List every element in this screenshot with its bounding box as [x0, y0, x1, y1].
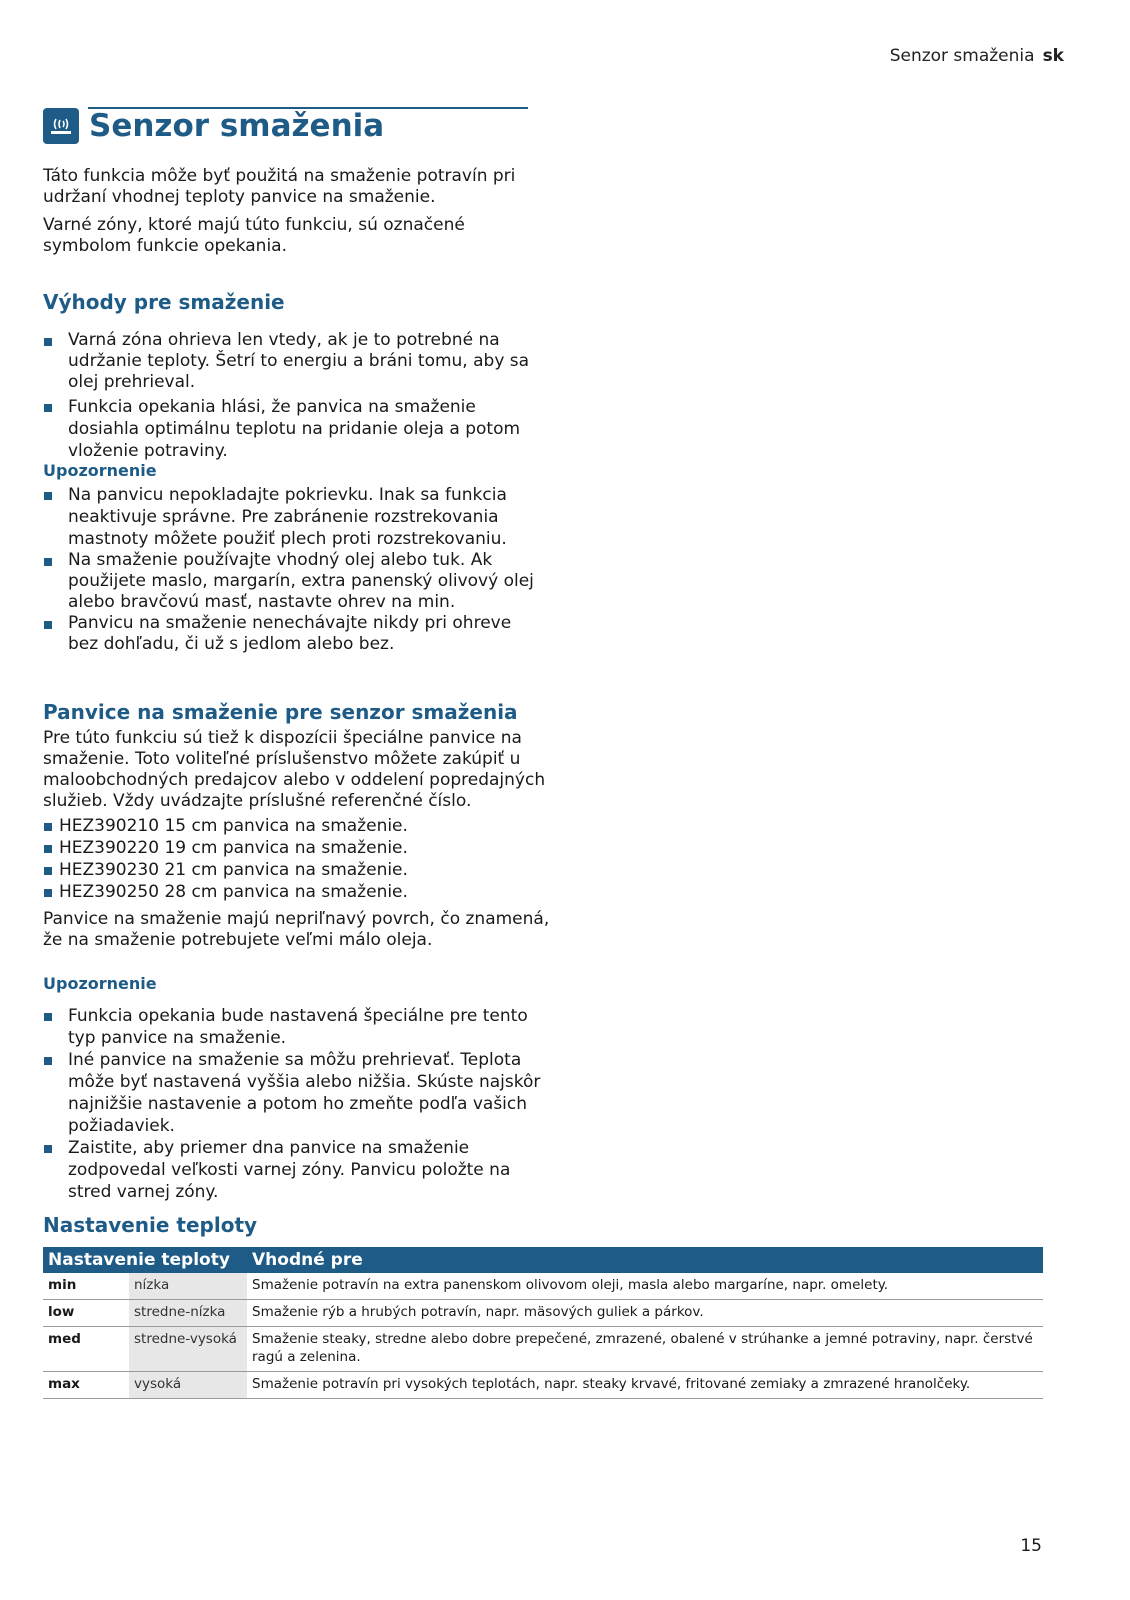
table-row	[43, 1372, 1043, 1399]
pans-paragraph-2: Panvice na smaženie majú nepriľnavý povrch, čo znamená, že na smaženie potrebujete veľmi málo oleja.	[43, 909, 550, 950]
temperature-section	[43, 1213, 1043, 1399]
advantages-section	[43, 290, 543, 462]
list-item: Funkcia opekania bude nastavená špeciálne pre tento typ panvice na smaženie.	[43, 1005, 543, 1049]
setting-use: Smaženie potravín pri vysokých teplotách, napr. steaky krvavé, fritované zemiaky a zmrazené hranolčeky.	[247, 1372, 1043, 1399]
advantages-list	[43, 330, 543, 462]
table-row	[43, 1273, 1043, 1300]
page-title-row	[43, 108, 384, 144]
table-row	[43, 1327, 1043, 1372]
setting-key: med	[43, 1327, 129, 1372]
advantages-heading: Výhody pre smaženie	[43, 290, 285, 314]
setting-level: stredne-vysoká	[129, 1327, 247, 1372]
list-item: Na smaženie používajte vhodný olej alebo tuk. Ak použijete maslo, margarín, extra panenský olivový olej alebo bravčovú masť, nastavte ohrev na min.	[43, 550, 543, 613]
temperature-heading: Nastavenie teploty	[43, 1213, 258, 1237]
pan-sensor-icon	[43, 108, 79, 144]
list-item: Iné panvice na smaženie sa môžu prehrievať. Teplota môže byť nastavená vyššia alebo nižšia. Skúste najskôr najnižšie nastavenie a potom ho zmeňte podľa vašich požiadaviek.	[43, 1049, 543, 1137]
table-header-use: Vhodné pre	[247, 1247, 1043, 1273]
note2-heading: Upozornenie	[43, 974, 157, 993]
pans-heading: Panvice na smaženie pre senzor smaženia	[43, 700, 518, 724]
note1-heading: Upozornenie	[43, 461, 157, 480]
note1-list	[43, 484, 543, 655]
running-header	[890, 46, 1064, 66]
pans-list	[43, 815, 553, 903]
page-number: 15	[1020, 1536, 1042, 1556]
intro-section	[43, 166, 543, 257]
table-header-row	[43, 1247, 1043, 1273]
table-header-setting: Nastavenie teploty	[43, 1247, 247, 1273]
list-item: Varná zóna ohrieva len vtedy, ak je to potrebné na udržanie teploty. Šetrí to energiu a bráni tomu, aby sa olej prehrieval.	[43, 330, 543, 393]
pans-section	[43, 700, 553, 951]
temperature-table	[43, 1247, 1043, 1399]
header-section-title: Senzor smaženia	[889, 46, 1035, 66]
header-language-code: sk	[1042, 46, 1064, 66]
list-item: HEZ390230 21 cm panvica na smaženie.	[43, 859, 553, 881]
setting-key: low	[43, 1300, 129, 1327]
list-item: Panvicu na smaženie nenechávajte nikdy pri ohreve bez dohľadu, či už s jedlom alebo bez.	[43, 613, 543, 655]
page-title: Senzor smaženia	[89, 108, 385, 144]
intro-paragraph-2: Varné zóny, ktoré majú túto funkciu, sú označené symbolom funkcie opekania.	[43, 215, 465, 256]
list-item: Zaistite, aby priemer dna panvice na smaženie zodpovedal veľkosti varnej zóny. Panvicu položte na stred varnej zóny.	[43, 1137, 543, 1203]
intro-paragraph-1: Táto funkcia môže byť použitá na smaženie potravín pri udržaní vhodnej teploty panvice na smaženie.	[43, 166, 516, 207]
note2-section	[43, 974, 543, 1203]
list-item: HEZ390220 19 cm panvica na smaženie.	[43, 837, 553, 859]
list-item: HEZ390250 28 cm panvica na smaženie.	[43, 881, 553, 903]
note2-list	[43, 1005, 543, 1203]
list-item: Na panvicu nepokladajte pokrievku. Inak sa funkcia neaktivuje správne. Pre zabránenie rozstrekovania mastnoty môžete použiť plech proti rozstrekovaniu.	[43, 484, 543, 550]
setting-level: stredne-nízka	[129, 1300, 247, 1327]
note1-section	[43, 461, 543, 655]
pans-paragraph: Pre túto funkciu sú tiež k dispozícii špeciálne panvice na smaženie. Toto voliteľné príslušenstvo môžete zakúpiť u maloobchodných predajcov alebo v oddelení popredajných služieb. Vždy uvádzajte príslušné referenčné číslo.	[43, 728, 546, 811]
setting-key: min	[43, 1273, 129, 1300]
setting-level: nízka	[129, 1273, 247, 1300]
list-item: HEZ390210 15 cm panvica na smaženie.	[43, 815, 553, 837]
list-item: Funkcia opekania hlási, že panvica na smaženie dosiahla optimálnu teplotu na pridanie oleja a potom vloženie potraviny.	[43, 396, 543, 462]
setting-key: max	[43, 1372, 129, 1399]
table-row	[43, 1300, 1043, 1327]
setting-use: Smaženie potravín na extra panenskom olivovom oleji, masla alebo margaríne, napr. omelety.	[247, 1273, 1043, 1300]
setting-use: Smaženie rýb a hrubých potravín, napr. mäsových guliek a párkov.	[247, 1300, 1043, 1327]
setting-level: vysoká	[129, 1372, 247, 1399]
setting-use: Smaženie steaky, stredne alebo dobre prepečené, zmrazené, obalené v strúhanke a jemné potraviny, napr. čerstvé ragú a zelenina.	[247, 1327, 1043, 1372]
